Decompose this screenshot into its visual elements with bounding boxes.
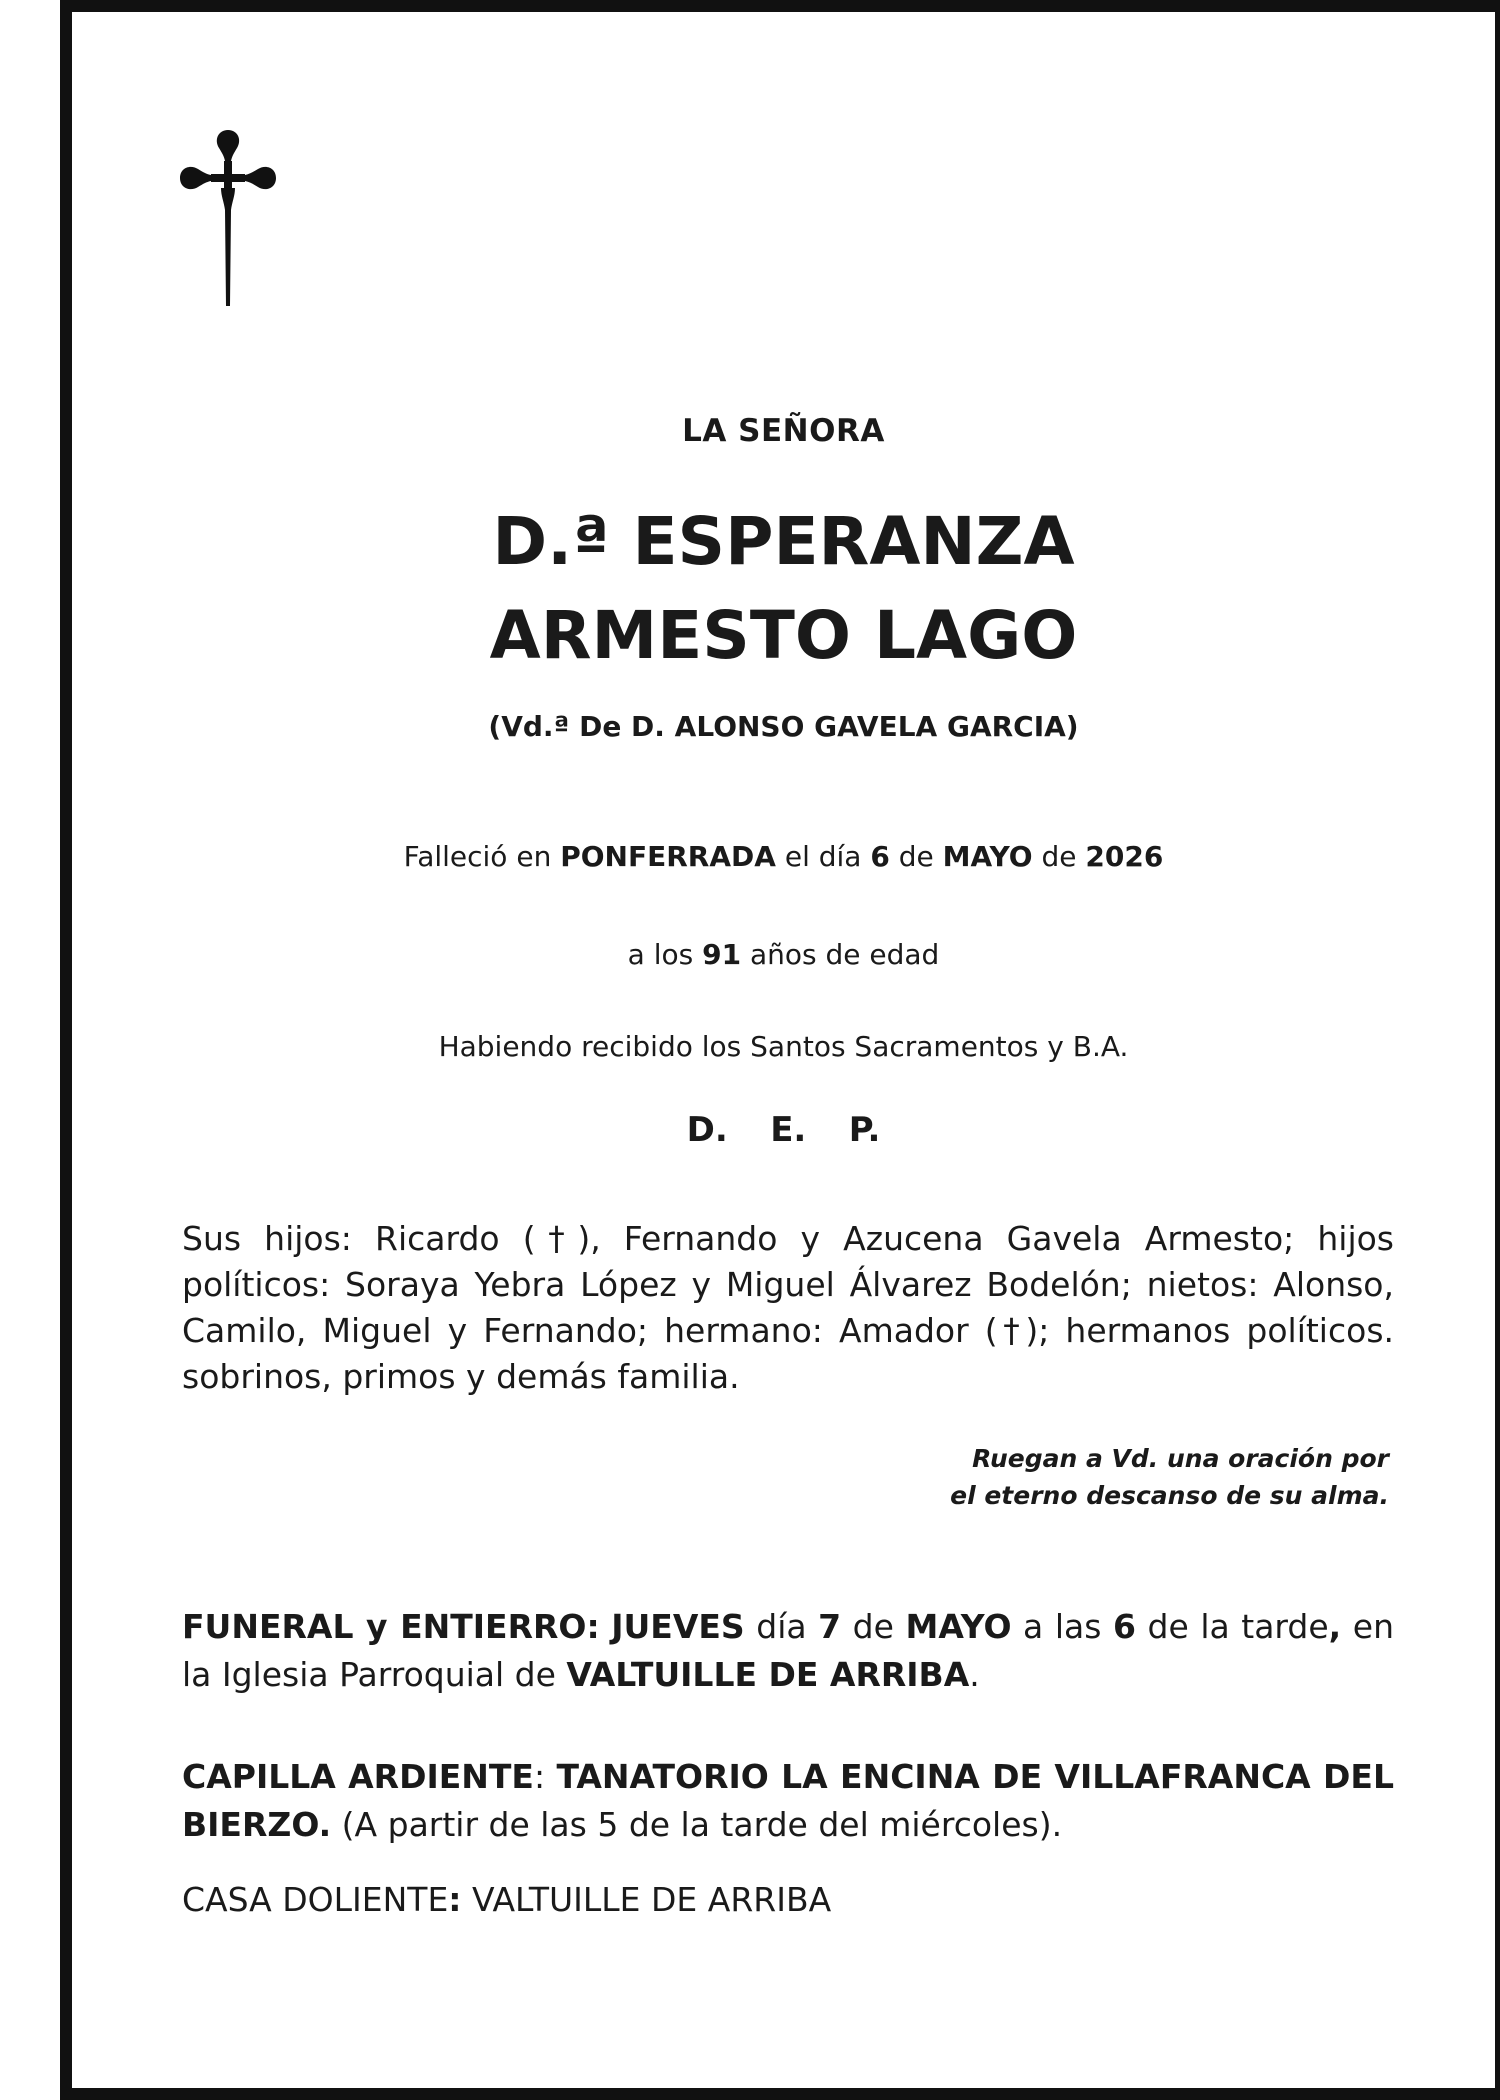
death-details (72, 840, 1495, 873)
widow-of: (Vd.ª De D. ALONSO GAVELA GARCIA) (488, 710, 1079, 743)
deceased-name-line2: ARMESTO LAGO (489, 597, 1078, 674)
mourning-house-label: CASA DOLIENTE (182, 1880, 449, 1919)
death-text: Falleció en (403, 840, 561, 873)
funeral-comma: , (1328, 1607, 1342, 1646)
prayer-line-1: Ruegan a Vd. una oración por (972, 1444, 1389, 1473)
dep-abbreviation: D. E. P. (686, 1110, 881, 1150)
death-text: de (1032, 840, 1086, 873)
chapel-colon: : (533, 1757, 546, 1796)
funeral-text: de (841, 1607, 906, 1646)
death-place: PONFERRADA (560, 840, 776, 873)
funeral-weekday: JUEVES (611, 1607, 745, 1646)
age-years: 91 (702, 938, 742, 971)
chapel-label: CAPILLA ARDIENTE (182, 1757, 534, 1796)
funeral-month: MAYO (905, 1607, 1012, 1646)
funeral-day: 7 (818, 1607, 842, 1646)
funeral-text: . (969, 1655, 980, 1694)
prayer-request (689, 1440, 1389, 1514)
chapel-place: TANATORIO LA ENCINA DE VILLAFRANCA DEL BIERZO. (182, 1757, 1394, 1844)
funeral-label: FUNERAL y ENTIERRO: (182, 1607, 600, 1646)
funeral-church: VALTUILLE DE ARRIBA (566, 1655, 970, 1694)
funeral-text: de la tarde (1135, 1607, 1329, 1646)
chapel-note: (A partir de las 5 de la tarde del miércoles). (331, 1805, 1063, 1844)
prayer-line-2: el eterno descanso de su alma. (950, 1481, 1389, 1510)
death-text: el día (775, 840, 871, 873)
cross-icon (178, 128, 278, 308)
age-text: años de edad (741, 938, 940, 971)
funeral-text: día (744, 1607, 819, 1646)
funeral-paragraph (182, 1603, 1394, 1699)
funeral-text: a las (1011, 1607, 1113, 1646)
mourning-house-value: VALTUILLE DE ARRIBA (461, 1880, 832, 1919)
mourning-house-colon: : (448, 1880, 462, 1919)
death-year: 2026 (1085, 840, 1164, 873)
death-month: MAYO (942, 840, 1033, 873)
death-day: 6 (870, 840, 890, 873)
age-text: a los (627, 938, 703, 971)
sacraments-line: Habiendo recibido los Santos Sacramentos y B.A. (438, 1030, 1129, 1063)
family-paragraph: Sus hijos: Ricardo (†), Fernando y Azucena Gavela Armesto; hijos políticos: Soraya Yebra López y Miguel Álvarez Bodelón; nietos: Alonso, Camilo, Miguel y Fernando; hermano: Amador (†); hermanos políticos. sobrinos, primos y demás familia. (182, 1219, 1394, 1396)
deceased-name (72, 495, 1495, 683)
deceased-name-line1: D.ª ESPERANZA (492, 503, 1075, 580)
funeral-hour: 6 (1112, 1607, 1136, 1646)
death-text: de (889, 840, 943, 873)
notice-heading: LA SEÑORA (682, 413, 885, 449)
mourning-house-paragraph (182, 1876, 1394, 1924)
chapel-paragraph (182, 1753, 1394, 1849)
age-line (72, 938, 1495, 971)
funeral-text: en la Iglesia Parroquial de (182, 1607, 1394, 1694)
